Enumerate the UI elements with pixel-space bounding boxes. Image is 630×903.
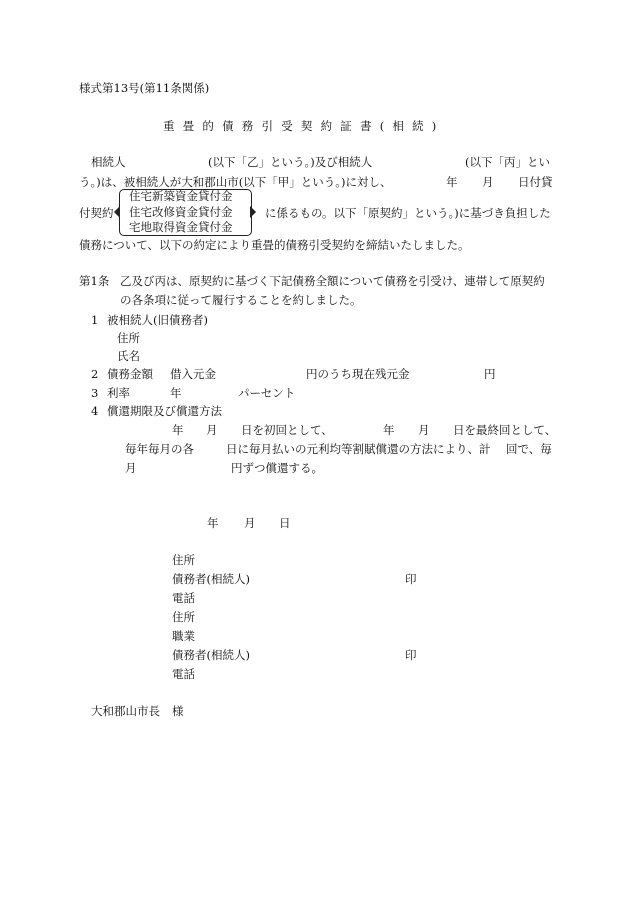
item-4-number: 4 [91, 404, 99, 418]
bracket-right-point [250, 206, 256, 218]
loan-type-land-acquisition: 宅地取得資金貸付金 [129, 220, 233, 234]
decedent-address-label: 住所 [117, 331, 140, 345]
intro-hei-definition: (以下「丙」とい [465, 155, 550, 169]
item-2-yen: 円 [484, 367, 496, 381]
form-number: 様式第13号(第11条関係) [79, 81, 210, 95]
article-1-text-1: 乙及び丙は、原契約に基づく下記債務全額について債務を引受け、連帯して原契約 [120, 274, 545, 288]
repay-end-day: 日を最終回として、 [453, 423, 557, 437]
intro-otsu-definition: (以下「乙」という。)及び相続人 [208, 155, 373, 169]
repay-method: 日に毎月払いの元利均等割賦償還の方法により、計 [226, 442, 491, 456]
intro-contract-year: 年 [446, 175, 458, 189]
addressee-honorific: 様 [172, 704, 184, 718]
decedent-name-label: 氏名 [117, 349, 140, 363]
signer-2-phone-label: 電話 [172, 667, 195, 681]
repay-start-day: 日を初回として、 [241, 423, 333, 437]
item-2-principal-label: 借入元金 [170, 367, 216, 381]
item-2-remaining-label: 円のうち現在残元金 [306, 367, 410, 381]
signer-2-seal: 印 [405, 648, 417, 662]
signer-2-address-label: 住所 [172, 610, 195, 624]
item-1-number: 1 [91, 313, 99, 327]
repay-end-year: 年 [383, 423, 395, 437]
intro-line-4: 債務について、以下の約定により重畳的債務引受契約を締結いたしました。 [79, 238, 470, 252]
intro-line-3-suffix: に係るもの。以下「原契約」という。)に基づき負担した [265, 206, 551, 220]
date-month: 月 [244, 516, 256, 530]
signer-1-seal: 印 [405, 572, 417, 586]
addressee-mayor: 大和郡山市長 [91, 704, 160, 718]
loan-type-renovation: 住宅改修資金貸付金 [129, 205, 233, 219]
intro-heir-1-label: 相続人 [91, 155, 126, 169]
item-3-label: 利率 [107, 386, 130, 400]
repay-amount: 円ずつ償還する。 [231, 461, 323, 475]
signer-2-debtor-label: 債務者(相続人) [172, 648, 250, 662]
repay-month: 月 [125, 461, 137, 475]
repay-start-month: 月 [206, 423, 218, 437]
item-3-number: 3 [91, 386, 99, 400]
intro-contract-day: 日付貸 [518, 175, 553, 189]
signer-1-address-label: 住所 [172, 553, 195, 567]
article-1-label: 第1条 [79, 274, 110, 288]
date-year: 年 [207, 516, 219, 530]
signer-2-occupation-label: 職業 [172, 629, 195, 643]
signer-1-phone-label: 電話 [172, 591, 195, 605]
repay-start-year: 年 [172, 423, 184, 437]
intro-line-2: う。)は、被相続人が大和郡山市(以下「甲」という。)に対し、 [79, 175, 392, 189]
article-1-text-2: の各条項に従って履行することを約しました。 [120, 293, 362, 307]
intro-line-3-prefix: 付契約 [79, 206, 114, 220]
item-3-year: 年 [170, 386, 182, 400]
bracket-left-point [114, 206, 120, 218]
repay-count: 回で、毎 [506, 442, 552, 456]
signer-1-debtor-label: 債務者(相続人) [172, 572, 250, 586]
document-title: 重畳的債務引受契約証書(相続) [163, 119, 445, 133]
item-3-percent: パーセント [238, 386, 296, 400]
repay-end-month: 月 [418, 423, 430, 437]
loan-type-new-construction: 住宅新築資金貸付金 [129, 189, 233, 203]
date-day: 日 [279, 516, 291, 530]
item-1-label: 被相続人(旧債務者) [107, 313, 208, 327]
item-2-label: 債務金額 [107, 367, 153, 381]
item-2-number: 2 [91, 367, 99, 381]
intro-contract-month: 月 [482, 175, 494, 189]
item-4-label: 償還期限及び償還方法 [107, 404, 222, 418]
repay-monthly-each: 毎年毎月の各 [125, 442, 194, 456]
